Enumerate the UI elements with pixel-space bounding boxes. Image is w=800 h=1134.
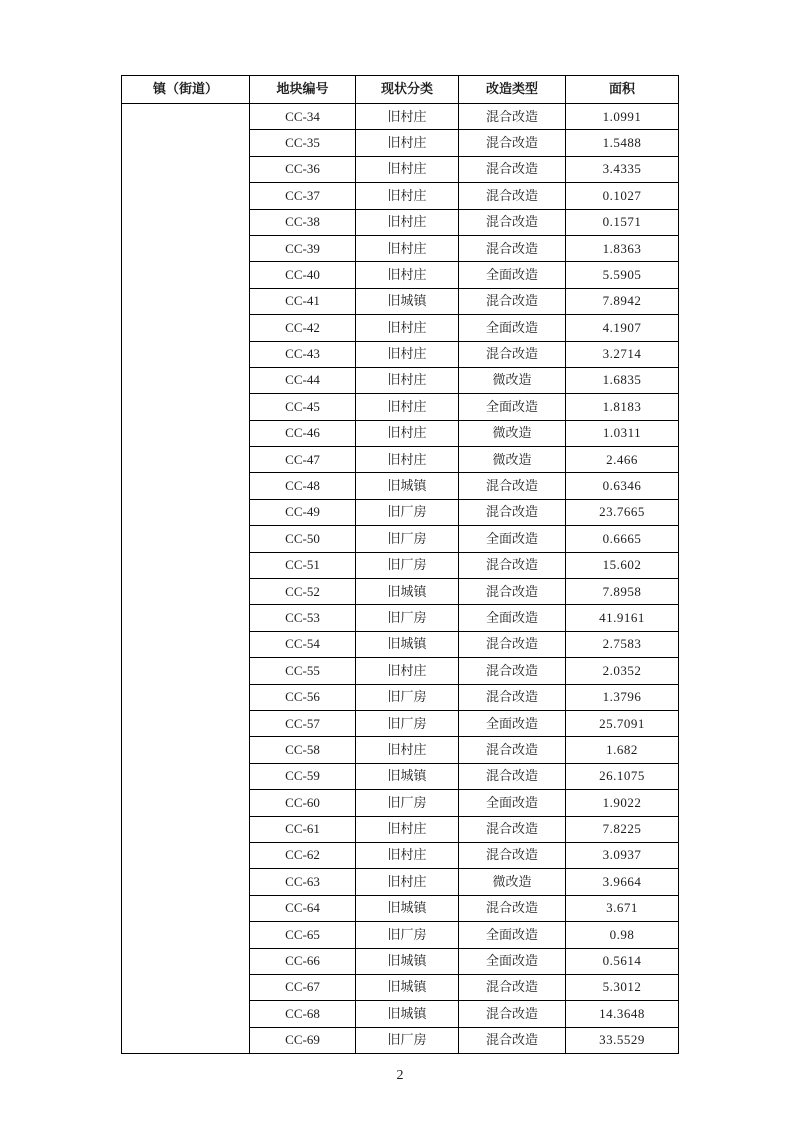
area-cell: 1.3796 — [566, 684, 679, 710]
renewal-type-cell: 全面改造 — [459, 948, 566, 974]
block-id-cell: CC-45 — [250, 394, 356, 420]
area-cell: 0.6665 — [566, 526, 679, 552]
area-cell: 2.7583 — [566, 631, 679, 657]
header-row — [122, 76, 679, 104]
area-cell: 1.0311 — [566, 420, 679, 446]
col-header-current-category: 现状分类 — [356, 76, 459, 104]
current-category-cell: 旧村庄 — [356, 341, 459, 367]
col-header-town: 镇（街道） — [122, 76, 250, 104]
current-category-cell: 旧厂房 — [356, 552, 459, 578]
renewal-type-cell: 混合改造 — [459, 130, 566, 156]
block-id-cell: CC-61 — [250, 816, 356, 842]
block-id-cell: CC-46 — [250, 420, 356, 446]
block-id-cell: CC-49 — [250, 499, 356, 525]
current-category-cell: 旧村庄 — [356, 420, 459, 446]
renewal-type-cell: 混合改造 — [459, 974, 566, 1000]
renewal-type-cell: 混合改造 — [459, 737, 566, 763]
area-cell: 1.8363 — [566, 235, 679, 261]
renewal-type-cell: 混合改造 — [459, 842, 566, 868]
renewal-type-cell: 微改造 — [459, 869, 566, 895]
current-category-cell: 旧村庄 — [356, 209, 459, 235]
block-id-cell: CC-40 — [250, 262, 356, 288]
block-id-cell: CC-43 — [250, 341, 356, 367]
area-cell: 2.466 — [566, 447, 679, 473]
block-id-cell: CC-65 — [250, 922, 356, 948]
current-category-cell: 旧村庄 — [356, 869, 459, 895]
renewal-type-cell: 全面改造 — [459, 922, 566, 948]
current-category-cell: 旧村庄 — [356, 394, 459, 420]
renewal-type-cell: 微改造 — [459, 367, 566, 393]
renewal-type-cell: 微改造 — [459, 447, 566, 473]
renewal-type-cell: 混合改造 — [459, 816, 566, 842]
current-category-cell: 旧村庄 — [356, 658, 459, 684]
renewal-type-cell: 全面改造 — [459, 315, 566, 341]
block-id-cell: CC-51 — [250, 552, 356, 578]
block-id-cell: CC-64 — [250, 895, 356, 921]
area-cell: 0.1027 — [566, 183, 679, 209]
block-id-cell: CC-35 — [250, 130, 356, 156]
renewal-type-cell: 全面改造 — [459, 790, 566, 816]
current-category-cell: 旧村庄 — [356, 130, 459, 156]
renewal-type-cell: 混合改造 — [459, 288, 566, 314]
block-id-cell: CC-48 — [250, 473, 356, 499]
area-cell: 26.1075 — [566, 763, 679, 789]
renewal-type-cell: 混合改造 — [459, 183, 566, 209]
renewal-type-cell: 全面改造 — [459, 710, 566, 736]
col-header-area: 面积 — [566, 76, 679, 104]
current-category-cell: 旧厂房 — [356, 790, 459, 816]
current-category-cell: 旧村庄 — [356, 447, 459, 473]
area-cell: 0.98 — [566, 922, 679, 948]
renewal-type-cell: 混合改造 — [459, 1027, 566, 1053]
area-cell: 14.3648 — [566, 1001, 679, 1027]
table-row — [122, 104, 679, 130]
block-id-cell: CC-59 — [250, 763, 356, 789]
block-id-cell: CC-41 — [250, 288, 356, 314]
area-cell: 3.0937 — [566, 842, 679, 868]
block-id-cell: CC-44 — [250, 367, 356, 393]
block-id-cell: CC-67 — [250, 974, 356, 1000]
current-category-cell: 旧厂房 — [356, 922, 459, 948]
current-category-cell: 旧城镇 — [356, 895, 459, 921]
current-category-cell: 旧城镇 — [356, 974, 459, 1000]
renewal-type-cell: 混合改造 — [459, 658, 566, 684]
current-category-cell: 旧城镇 — [356, 948, 459, 974]
current-category-cell: 旧村庄 — [356, 737, 459, 763]
area-cell: 7.8225 — [566, 816, 679, 842]
area-cell: 23.7665 — [566, 499, 679, 525]
current-category-cell: 旧村庄 — [356, 156, 459, 182]
renewal-type-cell: 混合改造 — [459, 763, 566, 789]
renewal-type-cell: 混合改造 — [459, 579, 566, 605]
current-category-cell: 旧城镇 — [356, 631, 459, 657]
area-cell: 4.1907 — [566, 315, 679, 341]
land-parcel-table — [121, 75, 679, 1054]
renewal-type-cell: 混合改造 — [459, 1001, 566, 1027]
block-id-cell: CC-37 — [250, 183, 356, 209]
renewal-type-cell: 全面改造 — [459, 605, 566, 631]
renewal-type-cell: 混合改造 — [459, 473, 566, 499]
area-cell: 0.5614 — [566, 948, 679, 974]
current-category-cell: 旧村庄 — [356, 367, 459, 393]
block-id-cell: CC-50 — [250, 526, 356, 552]
current-category-cell: 旧村庄 — [356, 235, 459, 261]
area-cell: 5.3012 — [566, 974, 679, 1000]
current-category-cell: 旧厂房 — [356, 499, 459, 525]
block-id-cell: CC-34 — [250, 104, 356, 130]
area-cell: 0.6346 — [566, 473, 679, 499]
block-id-cell: CC-63 — [250, 869, 356, 895]
area-cell: 3.2714 — [566, 341, 679, 367]
block-id-cell: CC-66 — [250, 948, 356, 974]
block-id-cell: CC-39 — [250, 235, 356, 261]
area-cell: 0.1571 — [566, 209, 679, 235]
renewal-type-cell: 混合改造 — [459, 341, 566, 367]
block-id-cell: CC-68 — [250, 1001, 356, 1027]
current-category-cell: 旧村庄 — [356, 816, 459, 842]
area-cell: 15.602 — [566, 552, 679, 578]
block-id-cell: CC-47 — [250, 447, 356, 473]
col-header-block-id: 地块编号 — [250, 76, 356, 104]
current-category-cell: 旧村庄 — [356, 262, 459, 288]
area-cell: 3.9664 — [566, 869, 679, 895]
area-cell: 1.9022 — [566, 790, 679, 816]
current-category-cell: 旧厂房 — [356, 1027, 459, 1053]
current-category-cell: 旧城镇 — [356, 288, 459, 314]
area-cell: 3.4335 — [566, 156, 679, 182]
current-category-cell: 旧厂房 — [356, 526, 459, 552]
area-cell: 1.5488 — [566, 130, 679, 156]
renewal-type-cell: 混合改造 — [459, 684, 566, 710]
area-cell: 25.7091 — [566, 710, 679, 736]
col-header-renewal-type: 改造类型 — [459, 76, 566, 104]
renewal-type-cell: 混合改造 — [459, 209, 566, 235]
current-category-cell: 旧村庄 — [356, 315, 459, 341]
block-id-cell: CC-62 — [250, 842, 356, 868]
current-category-cell: 旧厂房 — [356, 684, 459, 710]
block-id-cell: CC-54 — [250, 631, 356, 657]
block-id-cell: CC-53 — [250, 605, 356, 631]
renewal-type-cell: 混合改造 — [459, 895, 566, 921]
area-cell: 41.9161 — [566, 605, 679, 631]
current-category-cell: 旧厂房 — [356, 605, 459, 631]
current-category-cell: 旧村庄 — [356, 104, 459, 130]
current-category-cell: 旧村庄 — [356, 842, 459, 868]
area-cell: 1.682 — [566, 737, 679, 763]
renewal-type-cell: 全面改造 — [459, 262, 566, 288]
town-cell — [122, 104, 250, 1054]
renewal-type-cell: 混合改造 — [459, 631, 566, 657]
renewal-type-cell: 微改造 — [459, 420, 566, 446]
block-id-cell: CC-55 — [250, 658, 356, 684]
area-cell: 1.8183 — [566, 394, 679, 420]
table-container — [121, 75, 679, 1054]
area-cell: 7.8942 — [566, 288, 679, 314]
block-id-cell: CC-60 — [250, 790, 356, 816]
area-cell: 7.8958 — [566, 579, 679, 605]
current-category-cell: 旧村庄 — [356, 183, 459, 209]
area-cell: 33.5529 — [566, 1027, 679, 1053]
renewal-type-cell: 混合改造 — [459, 499, 566, 525]
area-cell: 3.671 — [566, 895, 679, 921]
renewal-type-cell: 全面改造 — [459, 394, 566, 420]
renewal-type-cell: 混合改造 — [459, 156, 566, 182]
block-id-cell: CC-58 — [250, 737, 356, 763]
page-number: 2 — [396, 1068, 404, 1083]
current-category-cell: 旧城镇 — [356, 473, 459, 499]
area-cell: 2.0352 — [566, 658, 679, 684]
area-cell: 1.0991 — [566, 104, 679, 130]
block-id-cell: CC-42 — [250, 315, 356, 341]
block-id-cell: CC-52 — [250, 579, 356, 605]
block-id-cell: CC-56 — [250, 684, 356, 710]
current-category-cell: 旧厂房 — [356, 710, 459, 736]
block-id-cell: CC-36 — [250, 156, 356, 182]
area-cell: 5.5905 — [566, 262, 679, 288]
block-id-cell: CC-38 — [250, 209, 356, 235]
block-id-cell: CC-57 — [250, 710, 356, 736]
block-id-cell: CC-69 — [250, 1027, 356, 1053]
renewal-type-cell: 混合改造 — [459, 104, 566, 130]
renewal-type-cell: 全面改造 — [459, 526, 566, 552]
renewal-type-cell: 混合改造 — [459, 235, 566, 261]
area-cell: 1.6835 — [566, 367, 679, 393]
current-category-cell: 旧城镇 — [356, 579, 459, 605]
renewal-type-cell: 混合改造 — [459, 552, 566, 578]
current-category-cell: 旧城镇 — [356, 763, 459, 789]
current-category-cell: 旧城镇 — [356, 1001, 459, 1027]
